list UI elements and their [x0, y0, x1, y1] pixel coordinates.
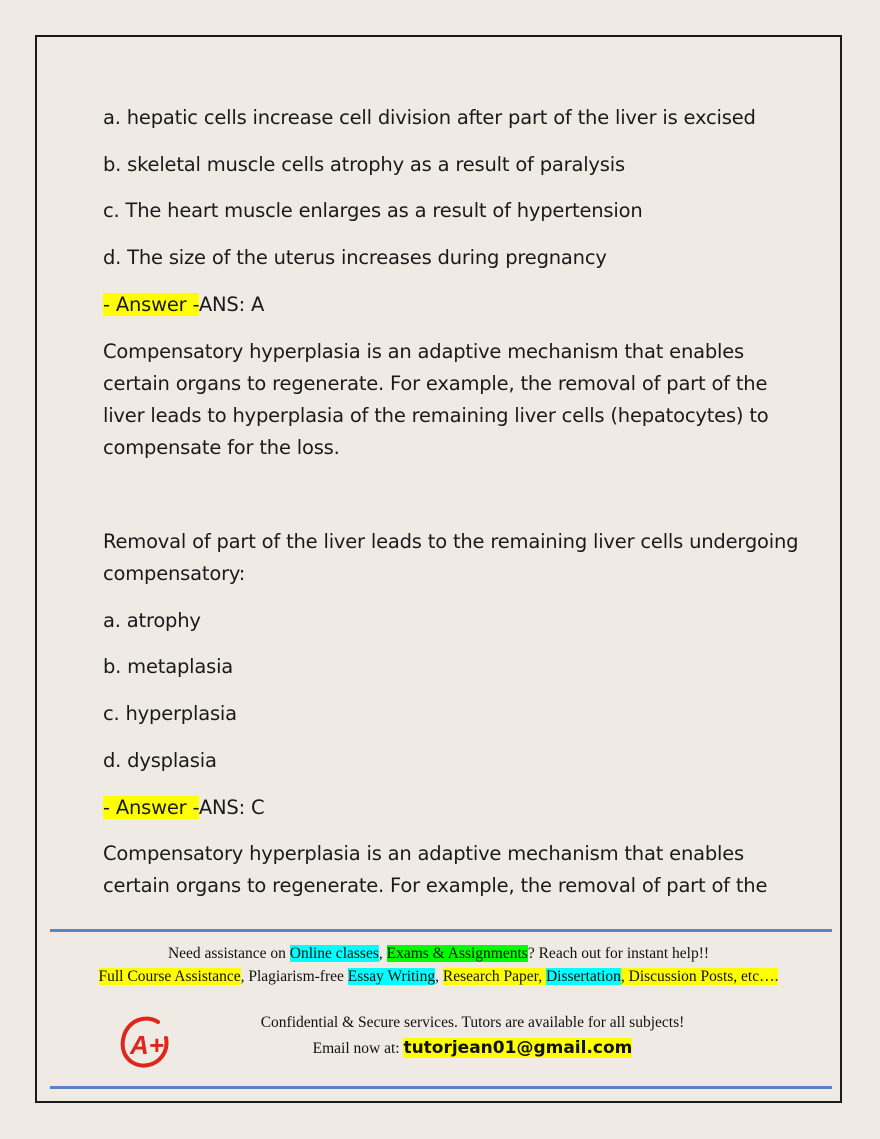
- email-label: Email now at:: [312, 1040, 404, 1057]
- answer-value: ANS: A: [198, 293, 265, 316]
- q2-answer: [103, 796, 264, 820]
- research-paper-highlight: Research Paper,: [442, 968, 546, 985]
- q2-option-d: d. dysplasia: [103, 749, 217, 772]
- q1-answer: [103, 293, 264, 317]
- q1-option-b: b. skeletal muscle cells atrophy as a result of paralysis: [103, 153, 625, 176]
- answer-value: ANS: C: [198, 796, 265, 819]
- footer-text: , Plagiarism-free: [240, 968, 348, 985]
- discussion-posts-highlight: , Discussion Posts, etc….: [620, 968, 779, 985]
- footer-text: Need assistance on: [167, 945, 290, 962]
- footer-text: ,: [435, 968, 443, 985]
- q2-explanation-line: Compensatory hyperplasia is an adaptive mechanism that enables: [103, 842, 745, 865]
- answer-label: - Answer -: [103, 293, 199, 316]
- footer-line-4: [70, 1038, 875, 1058]
- footer-divider-top: [50, 929, 832, 932]
- answer-label: - Answer -: [103, 796, 199, 819]
- exams-highlight: Exams & Assignments: [386, 945, 528, 962]
- logo-text: A+: [130, 1030, 164, 1060]
- online-classes-highlight: Online classes: [289, 945, 379, 962]
- q1-option-d: d. The size of the uterus increases during pregnancy: [103, 246, 607, 269]
- full-course-highlight: Full Course Assistance: [98, 968, 241, 985]
- q1-option-a: a. hepatic cells increase cell division after part of the liver is excised: [103, 106, 756, 129]
- q1-option-c: c. The heart muscle enlarges as a result of hypertension: [103, 199, 643, 222]
- q1-explanation-line: certain organs to regenerate. For example, the removal of part of the: [103, 372, 768, 395]
- q2-question-line: Removal of part of the liver leads to the remaining liver cells undergoing: [103, 530, 799, 553]
- footer-divider-bottom: [50, 1086, 832, 1089]
- essay-writing-highlight: Essay Writing: [347, 968, 436, 985]
- email-address[interactable]: tutorjean01@gmail.com: [403, 1038, 633, 1058]
- q1-explanation-line: Compensatory hyperplasia is an adaptive mechanism that enables: [103, 340, 745, 363]
- footer-line-2: [36, 968, 841, 986]
- q2-question-line: compensatory:: [103, 562, 246, 585]
- footer-line-1: [36, 945, 841, 963]
- dissertation-highlight: Dissertation: [545, 968, 621, 985]
- q2-option-c: c. hyperplasia: [103, 702, 237, 725]
- footer-text: ? Reach out for instant help!!: [527, 945, 710, 962]
- q1-explanation-line: compensate for the loss.: [103, 436, 340, 459]
- q2-option-b: b. metaplasia: [103, 655, 234, 678]
- q2-option-a: a. atrophy: [103, 609, 201, 632]
- q2-explanation-line: certain organs to regenerate. For example, the removal of part of the: [103, 874, 768, 897]
- footer-text: ,: [378, 945, 387, 962]
- q1-explanation-line: liver leads to hyperplasia of the remaining liver cells (hepatocytes) to: [103, 404, 769, 427]
- footer-line-3: Confidential & Secure services. Tutors are available for all subjects!: [260, 1014, 685, 1031]
